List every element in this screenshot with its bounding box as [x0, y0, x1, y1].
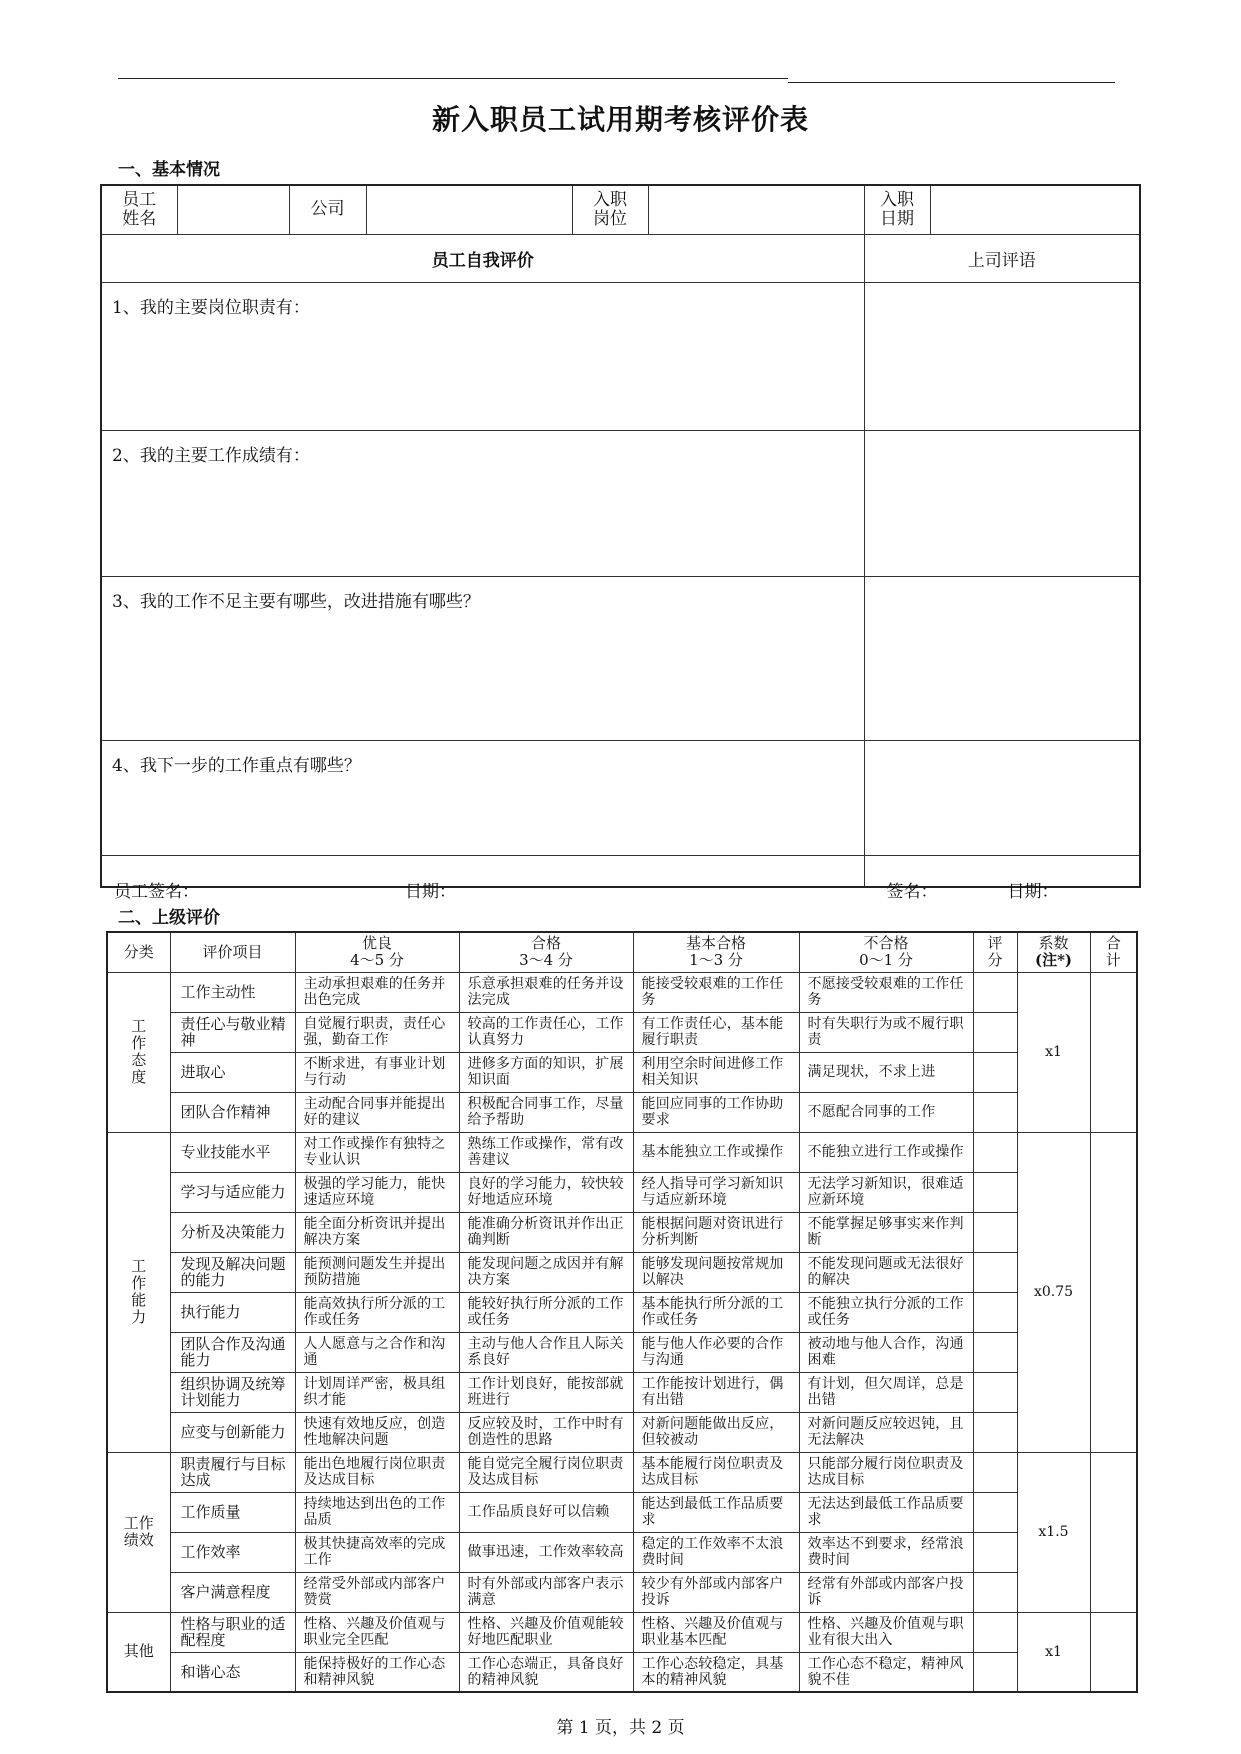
- criteria-basic-pass: 能够发现问题按常规加以解决: [633, 1252, 799, 1292]
- score-cell[interactable]: [973, 1612, 1017, 1652]
- table-row: [107, 972, 1137, 1012]
- criteria-excellent: 主动配合同事并能提出好的建议: [295, 1092, 459, 1132]
- table-row: [107, 1292, 1137, 1332]
- supervisor-comment-header: 上司评语: [864, 234, 1140, 282]
- header-total: 合 计: [1090, 932, 1137, 972]
- total-cell[interactable]: [1090, 1452, 1137, 1612]
- score-cell[interactable]: [973, 1332, 1017, 1372]
- table-row: [107, 1132, 1137, 1172]
- page-footer: 第 1 页，共 2 页: [556, 1718, 685, 1738]
- score-cell[interactable]: [973, 1172, 1017, 1212]
- eval-item-label: 团队合作精神: [170, 1092, 295, 1132]
- table-row: [107, 1532, 1137, 1572]
- eval-item-label: 分析及决策能力: [170, 1212, 295, 1252]
- criteria-basic-pass: 能根据问题对资讯进行分析判断: [633, 1212, 799, 1252]
- eval-item-label: 责任心与敬业精神: [170, 1012, 295, 1052]
- criteria-fail: 只能部分履行岗位职责及达成目标: [799, 1452, 973, 1492]
- criteria-excellent: 快速有效地反应，创造性地解决问题: [295, 1412, 459, 1452]
- criteria-basic-pass: 能回应同事的工作协助要求: [633, 1092, 799, 1132]
- header-rule-right: [788, 82, 1115, 83]
- supervisor-eval-table: [106, 931, 1138, 1693]
- score-cell[interactable]: [973, 1372, 1017, 1412]
- criteria-basic-pass: 基本能执行所分派的工作或任务: [633, 1292, 799, 1332]
- position-label: 入职 岗位: [572, 185, 648, 234]
- criteria-fail: 不愿接受较艰难的工作任务: [799, 972, 973, 1012]
- criteria-excellent: 计划周详严密，极具组织才能: [295, 1372, 459, 1412]
- eval-item-label: 性格与职业的适配程度: [170, 1612, 295, 1652]
- header-fail: 不合格 0～1 分: [799, 932, 973, 972]
- table-row: [107, 1092, 1137, 1132]
- score-cell[interactable]: [973, 1252, 1017, 1292]
- criteria-pass: 较高的工作责任心，工作认真努力: [459, 1012, 633, 1052]
- eval-item-label: 工作效率: [170, 1532, 295, 1572]
- score-cell[interactable]: [973, 1452, 1017, 1492]
- self-eval-header: 员工自我评价: [101, 234, 864, 282]
- supervisor-comment-1[interactable]: [864, 282, 1140, 430]
- entry-date-field[interactable]: [930, 185, 1140, 234]
- criteria-excellent: 不断求进，有事业计划与行动: [295, 1052, 459, 1092]
- header-coefficient: 系数 (注*): [1017, 932, 1090, 972]
- self-eval-question-4[interactable]: 4、我下一步的工作重点有哪些？: [101, 740, 864, 855]
- category-cell: 其他: [107, 1612, 170, 1692]
- table-row: [107, 1492, 1137, 1532]
- employee-signature-label: 员工签名：: [114, 881, 199, 902]
- coefficient-cell: x1: [1017, 1612, 1090, 1692]
- criteria-pass: 做事迅速，工作效率较高: [459, 1532, 633, 1572]
- eval-item-label: 专业技能水平: [170, 1132, 295, 1172]
- table-row: [107, 1252, 1137, 1292]
- self-eval-question-3[interactable]: 3、我的工作不足主要有哪些，改进措施有哪些？: [101, 576, 864, 740]
- criteria-basic-pass: 能接受较艰难的工作任务: [633, 972, 799, 1012]
- section-basic-heading: 一、基本情况: [118, 160, 220, 180]
- criteria-basic-pass: 工作能按计划进行，偶有出错: [633, 1372, 799, 1412]
- score-cell[interactable]: [973, 1492, 1017, 1532]
- header-pass: 合格 3～4 分: [459, 932, 633, 972]
- criteria-fail: 对新问题反应较迟钝，且无法解决: [799, 1412, 973, 1452]
- company-field[interactable]: [366, 185, 572, 234]
- score-cell[interactable]: [973, 1212, 1017, 1252]
- criteria-pass: 工作心态端正，具备良好的精神风貌: [459, 1652, 633, 1692]
- criteria-pass: 进修多方面的知识，扩展知识面: [459, 1052, 633, 1092]
- criteria-excellent: 能全面分析资讯并提出解决方案: [295, 1212, 459, 1252]
- criteria-fail: 不能掌握足够事实来作判断: [799, 1212, 973, 1252]
- page-title: 新入职员工试用期考核评价表: [431, 103, 809, 136]
- total-cell[interactable]: [1090, 972, 1137, 1132]
- table-row: [107, 1612, 1137, 1652]
- table-row: [107, 1452, 1137, 1492]
- criteria-excellent: 极其快捷高效率的完成工作: [295, 1532, 459, 1572]
- score-cell[interactable]: [973, 1652, 1017, 1692]
- criteria-pass: 能发现问题之成因并有解决方案: [459, 1252, 633, 1292]
- eval-item-label: 进取心: [170, 1052, 295, 1092]
- criteria-excellent: 能保持极好的工作心态和精神风貌: [295, 1652, 459, 1692]
- criteria-pass: 反应较及时，工作中时有创造性的思路: [459, 1412, 633, 1452]
- criteria-pass: 积极配合同事工作，尽量给予帮助: [459, 1092, 633, 1132]
- supervisor-signature-cell[interactable]: [864, 855, 1140, 902]
- criteria-pass: 主动与他人合作且人际关系良好: [459, 1332, 633, 1372]
- criteria-fail: 不愿配合同事的工作: [799, 1092, 973, 1132]
- criteria-pass: 良好的学习能力，较快较好地适应环境: [459, 1172, 633, 1212]
- criteria-fail: 无法学习新知识，很难适应新环境: [799, 1172, 973, 1212]
- header-rule-left: [118, 78, 788, 79]
- criteria-excellent: 自觉履行职责，责任心强，勤奋工作: [295, 1012, 459, 1052]
- eval-item-label: 发现及解决问题的能力: [170, 1252, 295, 1292]
- employee-name-label: 员工 姓名: [101, 185, 177, 234]
- supervisor-comment-3[interactable]: [864, 576, 1140, 740]
- score-cell[interactable]: [973, 1092, 1017, 1132]
- criteria-basic-pass: 能达到最低工作品质要求: [633, 1492, 799, 1532]
- criteria-pass: 能较好执行所分派的工作或任务: [459, 1292, 633, 1332]
- criteria-excellent: 持续地达到出色的工作品质: [295, 1492, 459, 1532]
- criteria-basic-pass: 对新问题能做出反应，但较被动: [633, 1412, 799, 1452]
- entry-date-label: 入职 日期: [864, 185, 930, 234]
- criteria-fail: 无法达到最低工作品质要求: [799, 1492, 973, 1532]
- eval-item-label: 团队合作及沟通能力: [170, 1332, 295, 1372]
- criteria-fail: 不能独立进行工作或操作: [799, 1132, 973, 1172]
- table-row: [107, 1052, 1137, 1092]
- category-cell: 工 作 态 度: [107, 972, 170, 1132]
- eval-item-label: 组织协调及统筹计划能力: [170, 1372, 295, 1412]
- score-cell[interactable]: [973, 972, 1017, 1012]
- criteria-fail: 效率达不到要求，经常浪费时间: [799, 1532, 973, 1572]
- position-field[interactable]: [648, 185, 864, 234]
- header-category: 分类: [107, 932, 170, 972]
- criteria-basic-pass: 能与他人作必要的合作与沟通: [633, 1332, 799, 1372]
- supervisor-date-label: 日期：: [1007, 881, 1059, 902]
- section-supervisor-heading: 二、上级评价: [118, 908, 220, 928]
- header-basic-pass: 基本合格 1～3 分: [633, 932, 799, 972]
- criteria-fail: 工作心态不稳定，精神风貌不佳: [799, 1652, 973, 1692]
- criteria-fail: 被动地与他人合作，沟通困难: [799, 1332, 973, 1372]
- coefficient-note: (注*): [1034, 951, 1073, 970]
- criteria-fail: 满足现状，不求上进: [799, 1052, 973, 1092]
- criteria-fail: 经常有外部或内部客户投诉: [799, 1572, 973, 1612]
- score-cell[interactable]: [973, 1412, 1017, 1452]
- supervisor-signature-label: 签名：: [886, 881, 938, 902]
- criteria-basic-pass: 基本能独立工作或操作: [633, 1132, 799, 1172]
- criteria-fail: 不能独立执行分派的工作或任务: [799, 1292, 973, 1332]
- coefficient-cell: x1: [1017, 972, 1090, 1132]
- score-cell[interactable]: [973, 1132, 1017, 1172]
- table-row: [107, 1332, 1137, 1372]
- table-row: [107, 1212, 1137, 1252]
- criteria-fail: 不能发现问题或无法很好的解决: [799, 1252, 973, 1292]
- criteria-pass: 能准确分析资讯并作出正确判断: [459, 1212, 633, 1252]
- score-cell[interactable]: [973, 1572, 1017, 1612]
- eval-item-label: 职责履行与目标达成: [170, 1452, 295, 1492]
- criteria-excellent: 能预测问题发生并提出预防措施: [295, 1252, 459, 1292]
- header-score: 评 分: [973, 932, 1017, 972]
- eval-item-label: 和谐心态: [170, 1652, 295, 1692]
- eval-item-label: 工作主动性: [170, 972, 295, 1012]
- table-row: [107, 1372, 1137, 1412]
- criteria-pass: 工作计划良好，能按部就班进行: [459, 1372, 633, 1412]
- criteria-basic-pass: 工作心态较稳定，具基本的精神风貌: [633, 1652, 799, 1692]
- eval-item-label: 学习与适应能力: [170, 1172, 295, 1212]
- criteria-excellent: 极强的学习能力，能快速适应环境: [295, 1172, 459, 1212]
- criteria-basic-pass: 经人指导可学习新知识与适应新环境: [633, 1172, 799, 1212]
- score-cell[interactable]: [973, 1292, 1017, 1332]
- criteria-fail: 有计划，但欠周详，总是出错: [799, 1372, 973, 1412]
- table-row: [107, 1172, 1137, 1212]
- criteria-pass: 能自觉完全履行岗位职责及达成目标: [459, 1452, 633, 1492]
- basic-info-table: [100, 184, 1141, 902]
- criteria-excellent: 经常受外部或内部客户赞赏: [295, 1572, 459, 1612]
- criteria-excellent: 主动承担艰难的任务并出色完成: [295, 972, 459, 1012]
- criteria-pass: 时有外部或内部客户表示满意: [459, 1572, 633, 1612]
- criteria-excellent: 能出色地履行岗位职责及达成目标: [295, 1452, 459, 1492]
- category-cell: 工 作 能 力: [107, 1132, 170, 1452]
- criteria-pass: 性格、兴趣及价值观能较好地匹配职业: [459, 1612, 633, 1652]
- company-label: 公司: [289, 185, 366, 234]
- criteria-basic-pass: 较少有外部或内部客户投诉: [633, 1572, 799, 1612]
- table-row: [107, 1572, 1137, 1612]
- criteria-basic-pass: 性格、兴趣及价值观与职业基本匹配: [633, 1612, 799, 1652]
- eval-item-label: 客户满意程度: [170, 1572, 295, 1612]
- criteria-fail: 性格、兴趣及价值观与职业有很大出入: [799, 1612, 973, 1652]
- self-eval-question-2[interactable]: 2、我的主要工作成绩有：: [101, 430, 864, 576]
- score-cell[interactable]: [973, 1012, 1017, 1052]
- score-cell[interactable]: [973, 1532, 1017, 1572]
- criteria-excellent: 对工作或操作有独特之专业认识: [295, 1132, 459, 1172]
- criteria-basic-pass: 稳定的工作效率不太浪费时间: [633, 1532, 799, 1572]
- criteria-pass: 熟练工作或操作，常有改善建议: [459, 1132, 633, 1172]
- criteria-pass: 工作品质良好可以信赖: [459, 1492, 633, 1532]
- eval-item-label: 应变与创新能力: [170, 1412, 295, 1452]
- criteria-excellent: 性格、兴趣及价值观与职业完全匹配: [295, 1612, 459, 1652]
- criteria-basic-pass: 利用空余时间进修工作相关知识: [633, 1052, 799, 1092]
- header-excellent: 优良 4～5 分: [295, 932, 459, 972]
- eval-item-label: 执行能力: [170, 1292, 295, 1332]
- eval-item-label: 工作质量: [170, 1492, 295, 1532]
- header-item: 评价项目: [170, 932, 295, 972]
- supervisor-comment-4[interactable]: [864, 740, 1140, 855]
- table-row: [107, 1012, 1137, 1052]
- table-row: [107, 1412, 1137, 1452]
- employee-name-field[interactable]: [177, 185, 289, 234]
- employee-date-label: 日期：: [405, 881, 456, 902]
- criteria-basic-pass: 基本能履行岗位职责及达成目标: [633, 1452, 799, 1492]
- coefficient-cell: x1.5: [1017, 1452, 1090, 1612]
- total-cell[interactable]: [1090, 1132, 1137, 1452]
- criteria-excellent: 能高效执行所分派的工作或任务: [295, 1292, 459, 1332]
- self-eval-question-1[interactable]: 1、我的主要岗位职责有：: [101, 282, 864, 430]
- coefficient-cell: x0.75: [1017, 1132, 1090, 1452]
- criteria-pass: 乐意承担艰难的任务并设法完成: [459, 972, 633, 1012]
- score-cell[interactable]: [973, 1052, 1017, 1092]
- criteria-excellent: 人人愿意与之合作和沟通: [295, 1332, 459, 1372]
- employee-signature-cell[interactable]: [101, 855, 864, 902]
- table-row: [107, 1652, 1137, 1692]
- criteria-fail: 时有失职行为或不履行职责: [799, 1012, 973, 1052]
- criteria-basic-pass: 有工作责任心，基本能履行职责: [633, 1012, 799, 1052]
- total-cell[interactable]: [1090, 1612, 1137, 1692]
- supervisor-comment-2[interactable]: [864, 430, 1140, 576]
- category-cell: 工作 绩效: [107, 1452, 170, 1612]
